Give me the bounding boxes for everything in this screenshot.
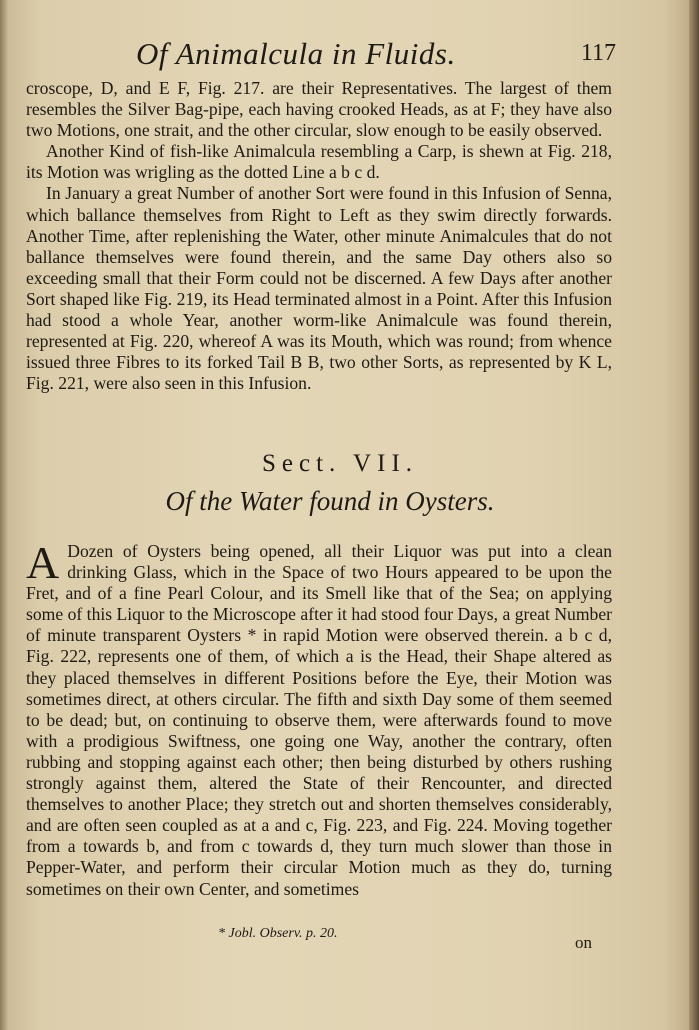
footnote: * Jobl. Observ. p. 20. (218, 926, 338, 941)
running-title: Of Animalcula in Fluids. (136, 36, 456, 71)
section-body (26, 537, 612, 900)
paragraph-carp: Another Kind of fish-like Animalcula resembling a Carp, is shewn at Fig. 218, its Motion was wrigling as the dotted Line a b c d. (26, 141, 612, 183)
page-binding-edge (689, 0, 699, 1030)
section-heading: Sect. VII. (261, 450, 419, 477)
page-number: 117 (580, 40, 616, 66)
paragraph-senna: In January a great Number of another Sort were found in this Infusion of Senna, which ballance themselves from Right to Left as they swim directly forwards. Another Time, after replenishing the Water, other minute Animalcules that do not ballance themselves were found therein, and the same Day others also so exceeding small that their Form could not be discerned. A few Days after another Sort shaped like Fig. 219, its Head terminated almost in a Point. After this Infusion had stood a whole Year, another worm-like Animalcule was found therein, represented at Fig. 220, whereof A was its Mouth, which was round; from whence issued three Fibres to its forked Tail B B, two other Sorts, as represented by K L, Fig. 221, were also seen in this Infusion. (26, 183, 612, 394)
section-subtitle: Of the Water found in Oysters. (165, 486, 495, 516)
top-text-block (26, 78, 612, 394)
drop-cap: A (26, 537, 60, 588)
paragraph-oysters: Dozen of Oysters being opened, all their Liquor was put into a clean drinking Glass, which in the Space of two Hours appeared to be upon the Fret, and of a fine Pearl Colour, and its Smell like that of the Sea; on applying some of this Liquor to the Microscope after it had stood four Days, a great Number of minute transparent Oysters * in rapid Motion were observed therein. a b c d, Fig. 222, represents one of them, of which a is the Head, their Shape altered as they placed themselves in different Positions before the Eye, their Motion was sometimes direct, at others circular. The fifth and sixth Day some of them seemed to be dead; but, on continuing to observe them, were afterwards found to move with a prodigious Swiftness, one going one Way, another the contrary, often rubbing and stopping against each other; then being disturbed by others rushing strongly against them, altered the State of their Rencounter, and directed themselves to another Place; they stretch out and shorten themselves considerably, and are often seen coupled as at a and c, Fig. 223, and Fig. 224. Moving together from a towards b, and from c towards d, they turn much slower than those in Pepper-Water, and perform their circular Motion much as they do, turning sometimes on their own Center, and sometimes (26, 541, 612, 899)
page-header (26, 36, 616, 76)
paragraph-continued: croscope, D, and E F, Fig. 217. are their Representatives. The largest of them resembles the Silver Bag-pipe, each having crooked Heads, as at F; they have also two Motions, one strait, and the other circular, slow enough to be easily observed. (26, 78, 612, 141)
catchword: on (575, 933, 592, 952)
